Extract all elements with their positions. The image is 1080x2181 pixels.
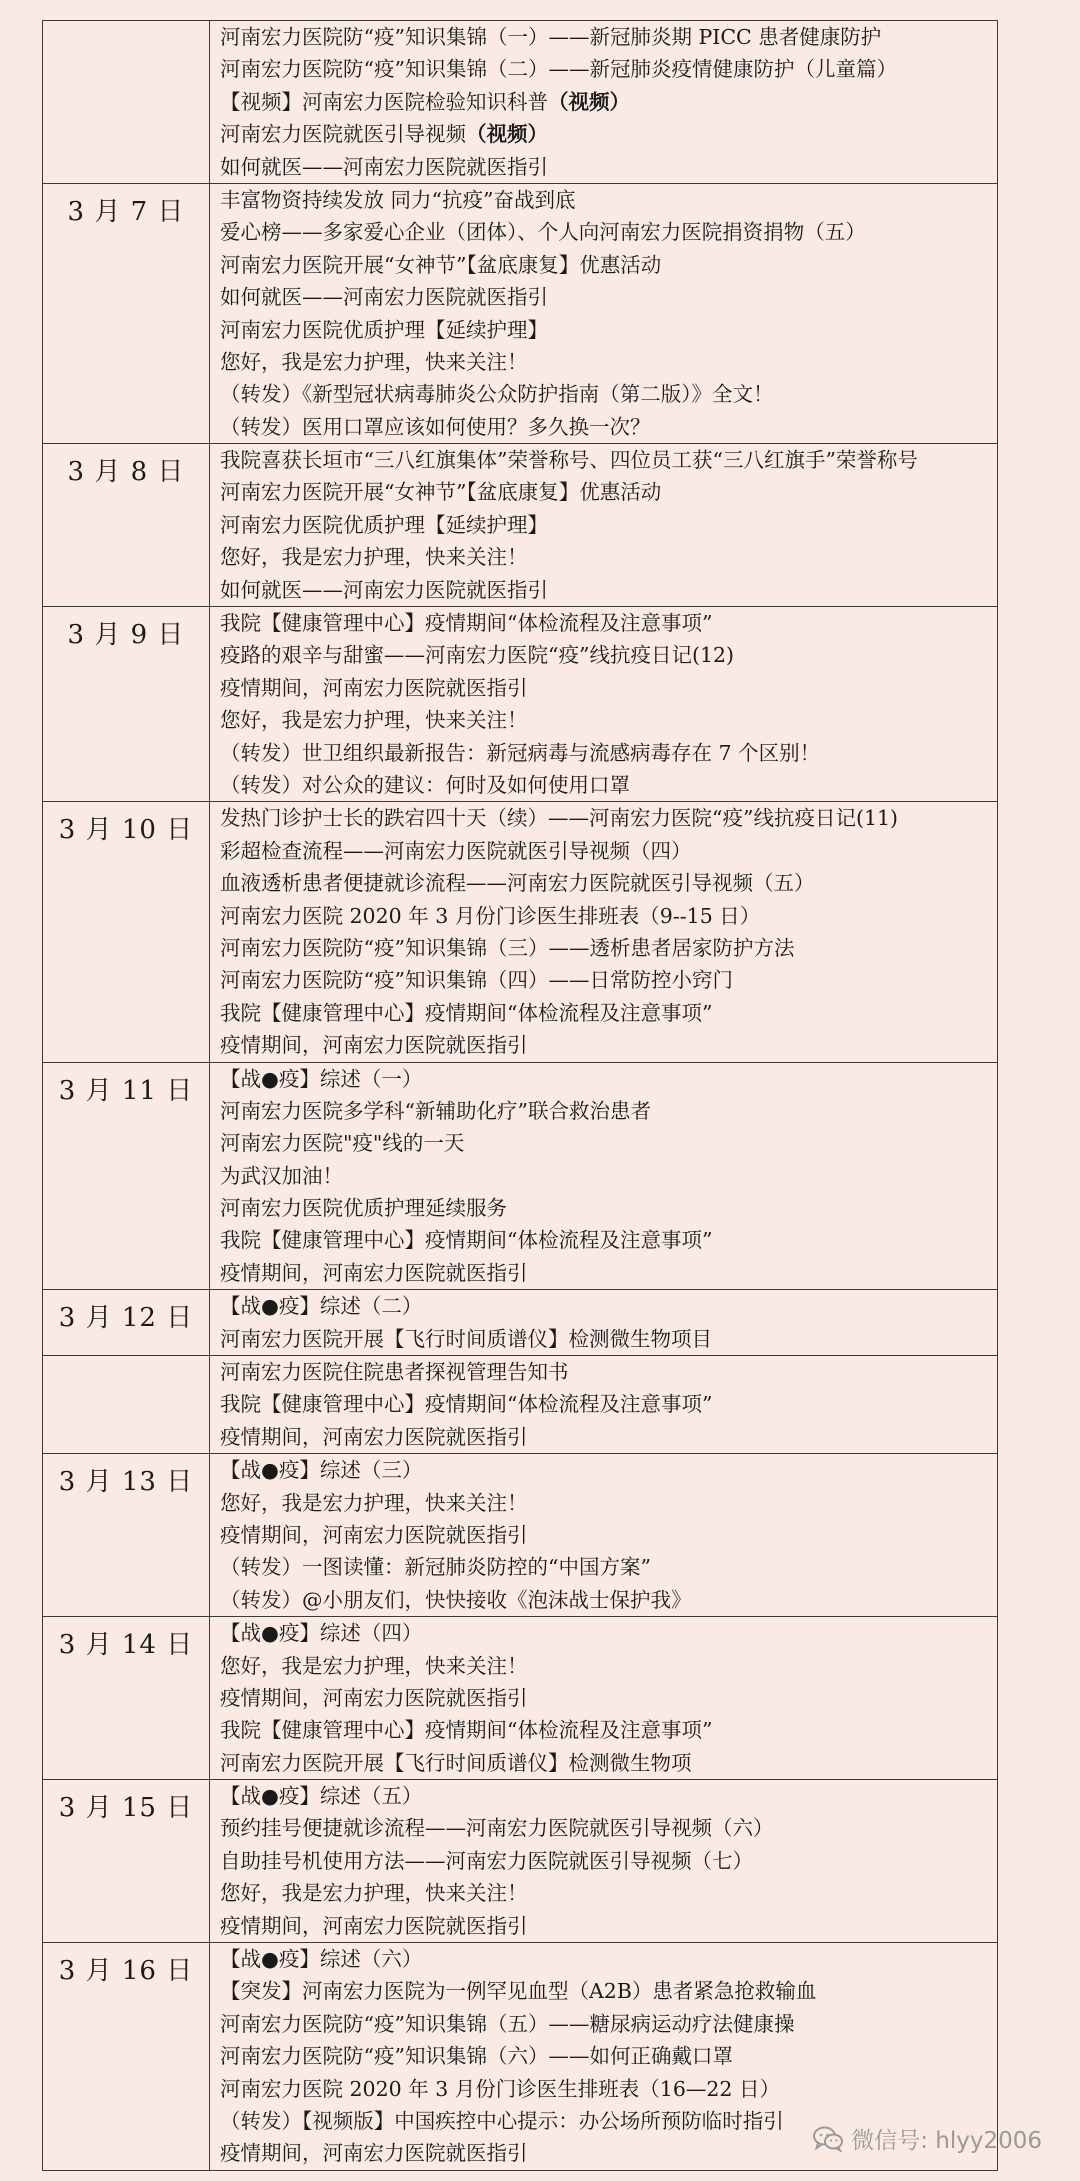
schedule-row	[43, 1454, 998, 1617]
date-cell: 3 月 10 日	[43, 802, 210, 1062]
wechat-icon	[813, 2126, 843, 2152]
items-cell	[210, 21, 998, 184]
date-cell: 3 月 12 日	[43, 1290, 210, 1356]
article-title	[220, 1454, 991, 1486]
article-title-text: （转发）@小朋友们，快快接收《泡沫战士保护我》	[220, 1587, 692, 1612]
article-title-text: 疫情期间，河南宏力医院就医指引	[220, 675, 528, 700]
date-cell: 3 月 8 日	[43, 444, 210, 607]
article-title-text: 河南宏力医院优质护理【延续护理】	[220, 512, 548, 537]
date-cell: 3 月 7 日	[43, 183, 210, 443]
article-title	[220, 1714, 991, 1746]
article-title	[220, 997, 991, 1029]
date-cell: 3 月 9 日	[43, 607, 210, 802]
article-title-text: 河南宏力医院"疫"线的一天	[220, 1131, 465, 1156]
article-title	[220, 1487, 991, 1519]
article-title	[220, 1812, 991, 1844]
article-title-text: 您好，我是宏力护理，快来关注！	[220, 1881, 528, 1906]
article-title	[220, 21, 991, 53]
article-title-text: 我院【健康管理中心】疫情期间“体检流程及注意事项”	[220, 1000, 713, 1025]
items-cell	[210, 1290, 998, 1356]
article-title-text: 我院【健康管理中心】疫情期间“体检流程及注意事项”	[220, 1228, 713, 1253]
article-title-text: 河南宏力医院开展【飞行时间质谱仪】检测微生物项目	[220, 1326, 712, 1351]
article-title	[220, 1650, 991, 1682]
article-title-text: 疫情期间，河南宏力医院就医指引	[220, 2141, 528, 2166]
article-title-text: 【战●疫】综述（一）	[220, 1066, 423, 1091]
article-title-text: 【战●疫】综述（五）	[220, 1784, 423, 1809]
date-cell: 3 月 16 日	[43, 1943, 210, 2171]
items-cell	[210, 802, 998, 1062]
date-cell: 3 月 15 日	[43, 1780, 210, 1943]
article-title	[220, 1029, 991, 1061]
article-title-text: 我院喜获长垣市“三八红旗集体”荣誉称号、四位员工获“三八红旗手”荣誉称号	[220, 448, 918, 473]
article-title-text: 【视频】河南宏力医院检验知识科普	[220, 89, 548, 114]
article-title-text: 我院【健康管理中心】疫情期间“体检流程及注意事项”	[220, 1392, 713, 1417]
article-title	[220, 2008, 991, 2040]
watermark-text: 微信号: hlyy2006	[851, 2128, 1042, 2154]
schedule-row	[43, 802, 998, 1062]
article-title	[220, 216, 991, 248]
schedule-row	[43, 607, 998, 802]
schedule-row	[43, 1356, 998, 1454]
article-title-text: 疫情期间，河南宏力医院就医指引	[220, 1033, 528, 1058]
article-title	[220, 1519, 991, 1551]
article-title-text: 河南宏力医院开展【飞行时间质谱仪】检测微生物项	[220, 1750, 692, 1775]
article-title-text: 爱心榜——多家爱心企业（团体）、个人向河南宏力医院捐资捐物（五）	[220, 220, 866, 245]
schedule-row	[43, 1290, 998, 1356]
article-title	[220, 1224, 991, 1256]
items-cell	[210, 1454, 998, 1617]
article-title	[220, 378, 991, 410]
date-cell: 3 月 13 日	[43, 1454, 210, 1617]
article-title-text: 您好，我是宏力护理，快来关注！	[220, 1490, 528, 1515]
article-title	[220, 964, 991, 996]
article-title-text: 我院【健康管理中心】疫情期间“体检流程及注意事项”	[220, 611, 713, 636]
article-title-text: 疫情期间，河南宏力医院就医指引	[220, 1913, 528, 1938]
article-title	[220, 1780, 991, 1812]
article-title	[220, 835, 991, 867]
article-title	[220, 802, 991, 834]
article-title-text: 【战●疫】综述（三）	[220, 1458, 423, 1483]
article-title-text: （转发）对公众的建议：何时及如何使用口罩	[220, 772, 630, 797]
items-cell	[210, 444, 998, 607]
article-title	[220, 1127, 991, 1159]
article-title-text: 血液透析患者便捷就诊流程——河南宏力医院就医引导视频（五）	[220, 871, 815, 896]
article-title	[220, 1323, 991, 1355]
article-title-text: 河南宏力医院多学科“新辅助化疗”联合救治患者	[220, 1098, 651, 1123]
article-title-text: 河南宏力医院优质护理延续服务	[220, 1196, 507, 1221]
article-title	[220, 1421, 991, 1453]
article-title	[220, 476, 991, 508]
article-title	[220, 281, 991, 313]
schedule-row	[43, 183, 998, 443]
article-title-text: 河南宏力医院住院患者探视管理告知书	[220, 1360, 569, 1385]
article-type-tag: （视频）	[548, 89, 630, 114]
article-title	[220, 1160, 991, 1192]
article-title	[220, 2073, 991, 2105]
article-title	[220, 672, 991, 704]
wechat-watermark	[813, 2122, 1042, 2155]
article-title	[220, 86, 991, 118]
article-title-text: 河南宏力医院 2020 年 3 月份门诊医生排班表（9--15 日）	[220, 903, 761, 928]
article-title	[220, 1551, 991, 1583]
schedule-body	[43, 21, 998, 2171]
article-title	[220, 1290, 991, 1322]
article-title-text: 您好，我是宏力护理，快来关注！	[220, 708, 528, 733]
article-title-text: 河南宏力医院防“疫”知识集锦（二）——新冠肺炎疫情健康防护（儿童篇）	[220, 57, 897, 82]
article-title-text: 如何就医——河南宏力医院就医指引	[220, 285, 548, 310]
article-title-text: 河南宏力医院开展“女神节”【盆底康复】优惠活动	[220, 252, 662, 277]
article-title-text: 河南宏力医院防“疫”知识集锦（三）——透析患者居家防护方法	[220, 935, 795, 960]
article-title	[220, 249, 991, 281]
article-title	[220, 118, 991, 150]
article-title	[220, 1617, 991, 1649]
article-title	[220, 314, 991, 346]
article-title-text: 【战●疫】综述（二）	[220, 1294, 423, 1319]
article-type-tag: （视频）	[466, 122, 548, 147]
article-title-text: 您好，我是宏力护理，快来关注！	[220, 545, 528, 570]
items-cell	[210, 1062, 998, 1290]
article-title	[220, 1747, 991, 1779]
schedule-row	[43, 444, 998, 607]
article-title-text: 疫路的艰辛与甜蜜——河南宏力医院“疫”线抗疫日记(12)	[220, 643, 735, 668]
article-title	[220, 704, 991, 736]
article-title-text: （转发）世卫组织最新报告：新冠病毒与流感病毒存在 7 个区别！	[220, 740, 821, 765]
date-cell	[43, 1356, 210, 1454]
article-title	[220, 867, 991, 899]
article-title	[220, 1192, 991, 1224]
article-title	[220, 411, 991, 443]
article-title-text: 彩超检查流程——河南宏力医院就医引导视频（四）	[220, 838, 692, 863]
article-title-text: 河南宏力医院 2020 年 3 月份门诊医生排班表（16—22 日）	[220, 2076, 780, 2101]
article-title-text: 丰富物资持续发放 同力“抗疫”奋战到底	[220, 187, 576, 212]
article-title	[220, 737, 991, 769]
article-title-text: 河南宏力医院防“疫”知识集锦（六）——如何正确戴口罩	[220, 2044, 733, 2069]
schedule-row	[43, 1617, 998, 1780]
article-title-text: 您好，我是宏力护理，快来关注！	[220, 1653, 528, 1678]
items-cell	[210, 1356, 998, 1454]
date-cell: 3 月 14 日	[43, 1617, 210, 1780]
article-title	[220, 1356, 991, 1388]
article-title-text: 河南宏力医院就医引导视频	[220, 122, 466, 147]
article-title	[220, 2040, 991, 2072]
article-title	[220, 1975, 991, 2007]
article-title-text: 【突发】河南宏力医院为一例罕见血型（A2B）患者紧急抢救输血	[220, 1979, 817, 2004]
article-title-text: 河南宏力医院开展“女神节”【盆底康复】优惠活动	[220, 480, 662, 505]
article-title	[220, 509, 991, 541]
article-title	[220, 639, 991, 671]
schedule-row	[43, 21, 998, 184]
article-title-text: 河南宏力医院防“疫”知识集锦（四）——日常防控小窍门	[220, 968, 733, 993]
items-cell	[210, 1617, 998, 1780]
article-title-text: 河南宏力医院防“疫”知识集锦（一）——新冠肺炎期 PICC 患者健康防护	[220, 25, 882, 49]
article-title-text: 预约挂号便捷就诊流程——河南宏力医院就医引导视频（六）	[220, 1816, 774, 1841]
article-title-text: 【战●疫】综述（四）	[220, 1621, 423, 1646]
article-title	[220, 1682, 991, 1714]
article-title-text: 为武汉加油！	[220, 1163, 343, 1188]
article-title-text: 疫情期间，河南宏力医院就医指引	[220, 1685, 528, 1710]
article-title	[220, 1877, 991, 1909]
article-title	[220, 444, 991, 476]
date-cell	[43, 21, 210, 184]
article-title	[220, 932, 991, 964]
article-title-text: 自助挂号机使用方法——河南宏力医院就医引导视频（七）	[220, 1848, 753, 1873]
article-title-text: 我院【健康管理中心】疫情期间“体检流程及注意事项”	[220, 1718, 713, 1743]
schedule-row	[43, 1780, 998, 1943]
article-title-text: 发热门诊护士长的跌宕四十天（续）——河南宏力医院“疫”线抗疫日记(11)	[220, 806, 899, 831]
article-title-text: 【战●疫】综述（六）	[220, 1947, 423, 1972]
article-title-text: 您好，我是宏力护理，快来关注！	[220, 349, 528, 374]
article-title	[220, 541, 991, 573]
article-title-text: 如何就医——河南宏力医院就医指引	[220, 577, 548, 602]
article-title-text: 河南宏力医院防“疫”知识集锦（五）——糖尿病运动疗法健康操	[220, 2011, 795, 2036]
article-title	[220, 1257, 991, 1289]
schedule-row	[43, 1062, 998, 1290]
article-title	[220, 607, 991, 639]
article-title-text: 河南宏力医院优质护理【延续护理】	[220, 317, 548, 342]
article-title-text: 疫情期间，河南宏力医院就医指引	[220, 1424, 528, 1449]
article-title	[220, 574, 991, 606]
article-title	[220, 1095, 991, 1127]
article-title	[220, 346, 991, 378]
article-title	[220, 1910, 991, 1942]
article-title-text: （转发）《新型冠状病毒肺炎公众防护指南（第二版）》全文！	[220, 382, 774, 407]
article-title-text: 如何就医——河南宏力医院就医指引	[220, 154, 548, 179]
items-cell	[210, 1780, 998, 1943]
article-title	[220, 1388, 991, 1420]
schedule-table	[42, 20, 998, 2171]
article-title	[220, 184, 991, 216]
article-title-text: 疫情期间，河南宏力医院就医指引	[220, 1260, 528, 1285]
article-title	[220, 1845, 991, 1877]
article-title	[220, 53, 991, 85]
article-title-text: （转发）【视频版】中国疾控中心提示：办公场所预防临时指引	[220, 2109, 784, 2133]
article-title	[220, 1063, 991, 1095]
article-title	[220, 1943, 991, 1975]
article-title-text: 疫情期间，河南宏力医院就医指引	[220, 1522, 528, 1547]
article-title-text: （转发）一图读懂：新冠肺炎防控的“中国方案”	[220, 1555, 651, 1580]
article-title	[220, 900, 991, 932]
article-title-text: （转发）医用口罩应该如何使用？多久换一次？	[220, 414, 651, 439]
date-cell: 3 月 11 日	[43, 1062, 210, 1290]
article-title	[220, 1584, 991, 1616]
items-cell	[210, 183, 998, 443]
article-title	[220, 769, 991, 801]
article-title	[220, 151, 991, 183]
items-cell	[210, 607, 998, 802]
